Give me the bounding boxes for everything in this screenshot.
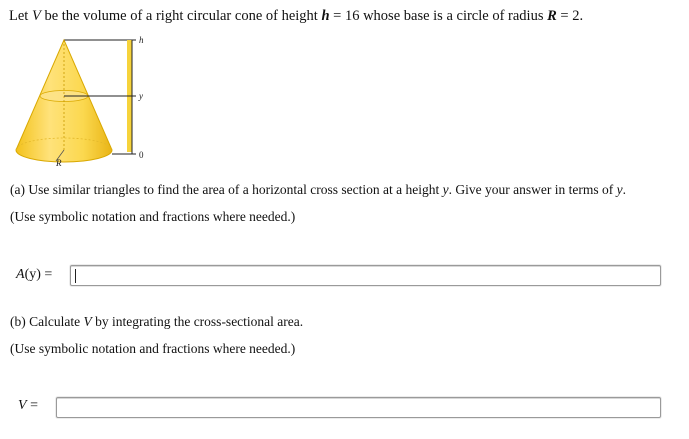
answer-b-label-rest: = <box>26 398 38 413</box>
part-a-text: . Give your answer in terms of <box>448 182 617 197</box>
var-V: V <box>83 314 92 329</box>
answer-a-input[interactable] <box>70 265 661 286</box>
part-a-text: (a) Use similar triangles to find the area of a horizontal cross section at a height <box>10 182 443 197</box>
var-h: h <box>321 8 330 24</box>
var-R: R <box>547 8 557 24</box>
part-b-text: by integrating the cross-sectional area. <box>91 314 304 329</box>
var-y: y <box>616 182 623 197</box>
label-0: 0 <box>139 150 144 160</box>
part-a-note: (Use symbolic notation and fractions where needed.) <box>10 209 296 224</box>
label-R: R <box>56 158 62 168</box>
part-b-question <box>10 313 303 331</box>
label-y: y <box>139 91 143 101</box>
intro-text: = 16 whose base is a circle of radius <box>329 8 548 24</box>
problem-statement <box>9 7 583 25</box>
intro-text: = 2. <box>556 8 584 24</box>
part-a-question <box>10 181 626 199</box>
part-b-note: (Use symbolic notation and fractions where needed.) <box>10 341 296 356</box>
var-A: A <box>16 267 25 282</box>
cone-figure <box>8 30 158 170</box>
part-a-text: . <box>622 182 626 197</box>
var-V: V <box>18 398 27 413</box>
intro-text: Let <box>9 8 32 24</box>
text-caret <box>75 269 76 283</box>
intro-text: be the volume of a right circular cone of height <box>40 8 322 24</box>
answer-a-label <box>16 266 52 284</box>
answer-a-label-rest: (y) = <box>24 267 53 282</box>
part-b-text: (b) Calculate <box>10 314 84 329</box>
var-y: y <box>442 182 449 197</box>
answer-b-label <box>18 397 38 415</box>
answer-b-input[interactable] <box>56 397 661 418</box>
var-V: V <box>31 8 41 24</box>
label-h: h <box>139 35 144 45</box>
